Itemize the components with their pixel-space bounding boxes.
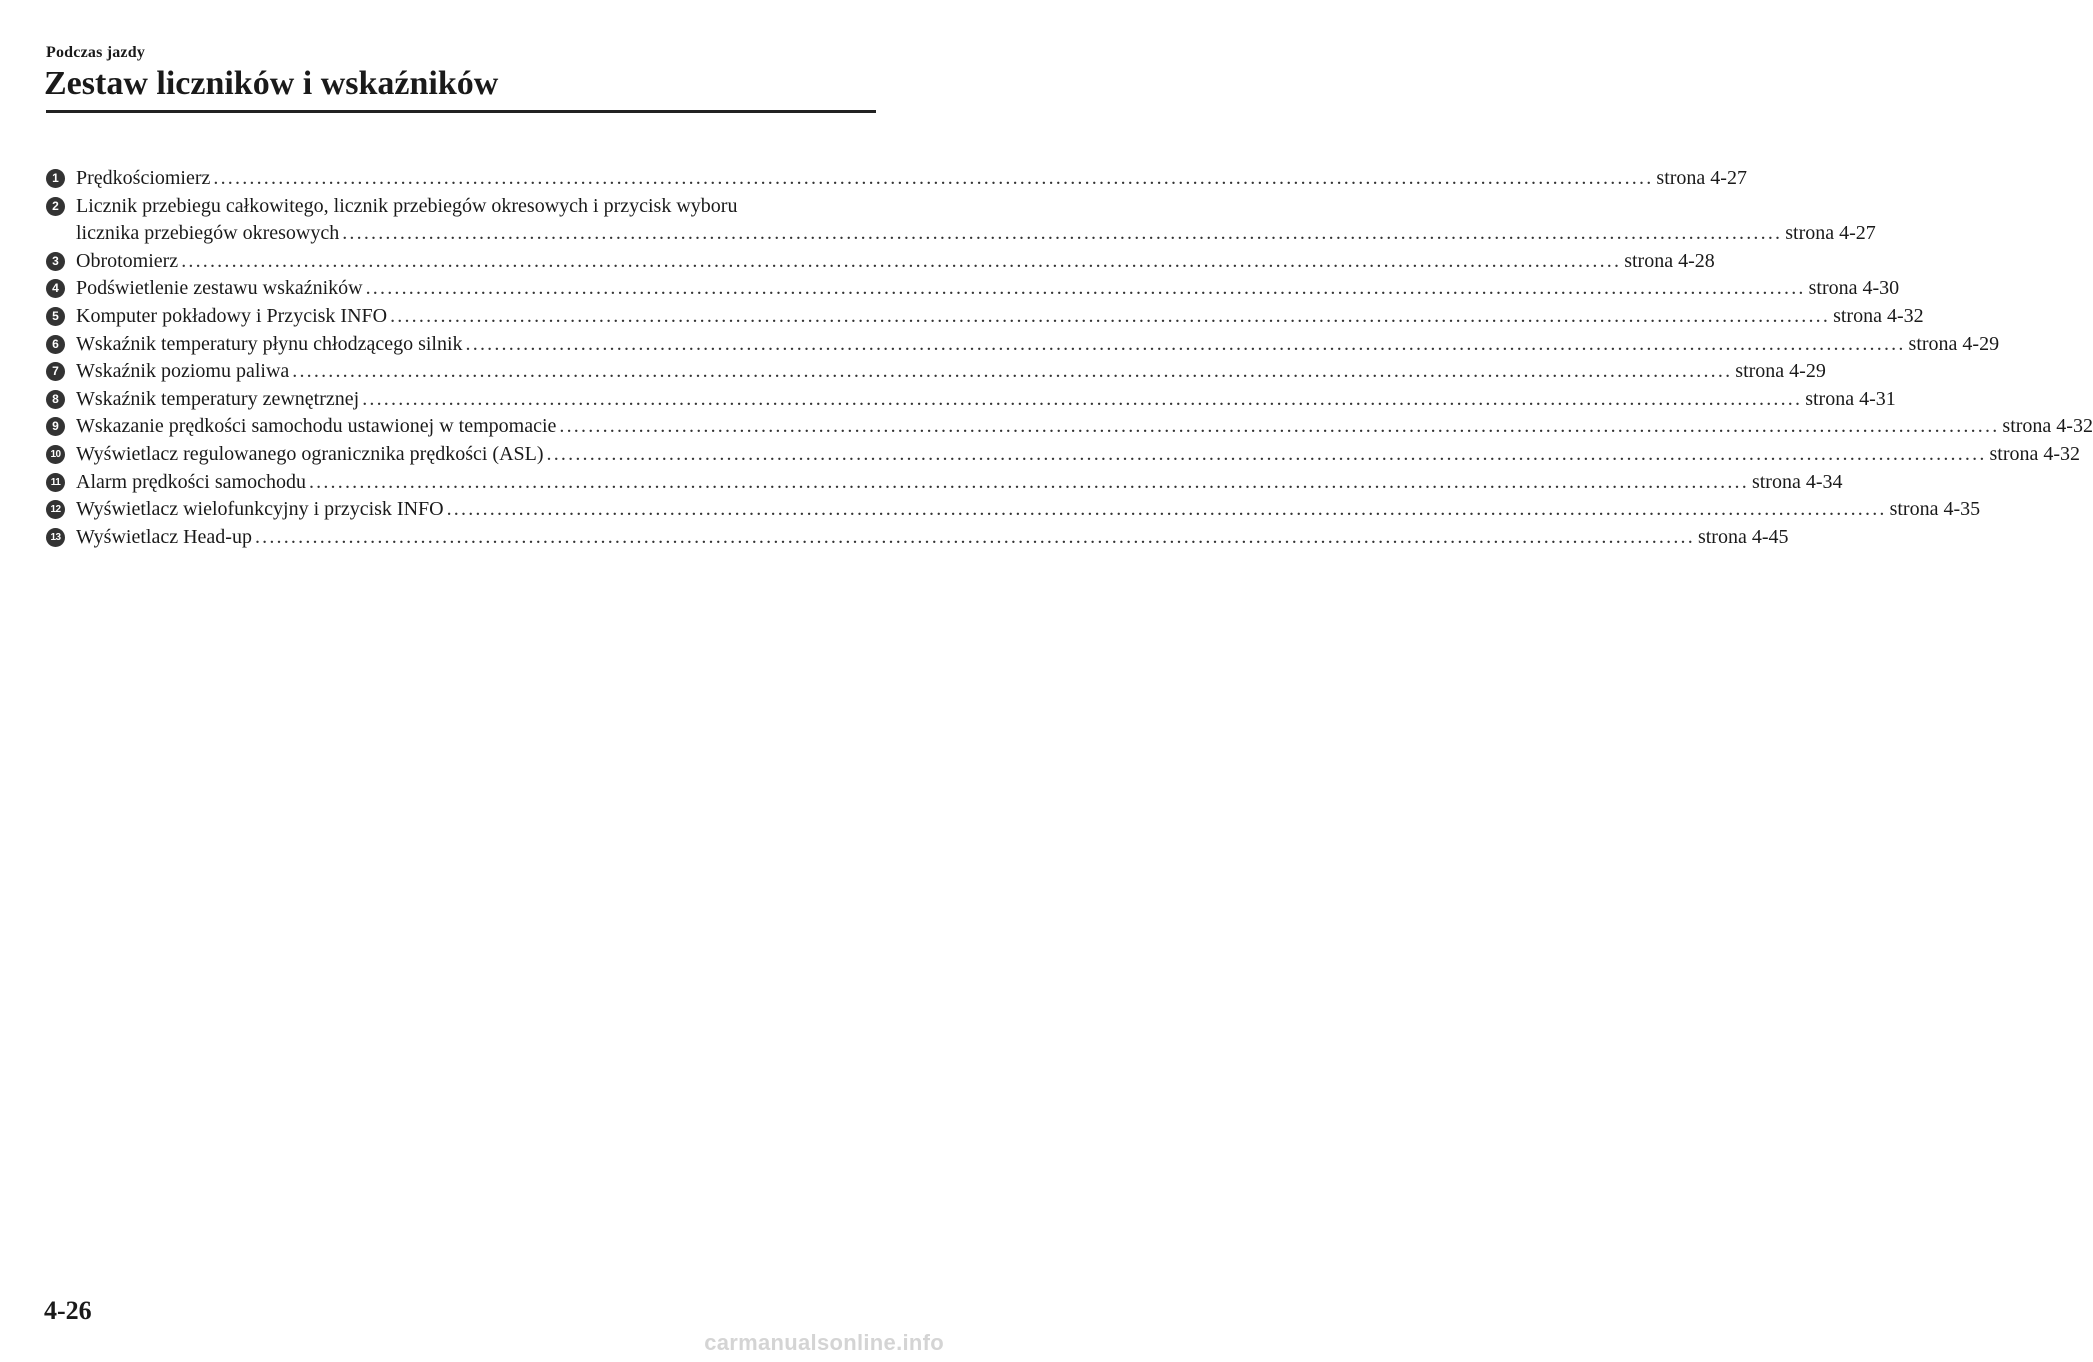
toc-item-11[interactable] [46, 469, 1843, 497]
watermark: carmanualsonline.info [704, 1330, 944, 1355]
number-3-icon: 3 [46, 252, 65, 271]
toc-item-3[interactable] [46, 248, 1715, 276]
toc-item-text: Wyświetlacz Head-up [76, 525, 252, 548]
toc-page-ref: strona 4-28 [1624, 249, 1715, 272]
number-8-icon: 8 [46, 390, 65, 409]
toc-item-6[interactable] [46, 331, 2000, 359]
toc-item-text: Wskaźnik temperatury płynu chłodzącego silnik [76, 332, 463, 355]
toc-item-7[interactable] [46, 358, 1826, 386]
dot-leader: ........................................................................................................................................................................................................ [181, 249, 1622, 272]
number-12-icon: 12 [46, 500, 65, 519]
dot-leader: ........................................................................................................................................................................................................ [465, 332, 1906, 355]
number-11-icon: 11 [46, 473, 65, 492]
toc-item-10[interactable] [46, 441, 2081, 469]
toc-item-text: Wskaźnik poziomu paliwa [76, 360, 290, 383]
dot-leader: ........................................................................................................................................................................................................ [365, 277, 1806, 300]
toc-page-ref: strona 4-29 [1908, 332, 2000, 355]
toc-item-8[interactable] [46, 386, 1896, 414]
toc-item-13[interactable] [46, 524, 1789, 552]
toc-page-ref: strona 4-29 [1735, 360, 1826, 383]
toc-item-text: Komputer pokładowy i Przycisk INFO [76, 304, 388, 327]
dot-leader: ........................................................................................................................................................................................................ [446, 498, 1887, 521]
toc-item-text: Prędkościomierz [76, 167, 211, 189]
toc-page-ref: strona 4-32 [2002, 415, 2093, 438]
toc-page-ref: strona 4-31 [1805, 387, 1896, 410]
toc-item-text: Wyświetlacz wielofunkcyjny i przycisk INFO [76, 498, 444, 521]
page-title: Zestaw liczników i wskaźników [44, 65, 499, 102]
dot-leader: ........................................................................................................................................................................................................ [254, 525, 1695, 548]
number-5-icon: 5 [46, 307, 65, 326]
dot-leader: ........................................................................................................................................................................................................ [362, 387, 1803, 410]
dot-leader: ........................................................................................................................................................................................................ [308, 470, 1749, 493]
number-13-icon: 13 [46, 528, 65, 547]
toc-page-ref: strona 4-34 [1751, 470, 1843, 493]
toc-item-5[interactable] [46, 303, 1924, 331]
toc-item-4[interactable] [46, 275, 1900, 303]
number-4-icon: 4 [46, 279, 65, 298]
number-2-icon: 2 [46, 197, 65, 216]
toc-item-text: Podświetlenie zestawu wskaźników [76, 277, 363, 300]
toc-item-9[interactable] [46, 413, 2093, 441]
toc-item-text: Wskazanie prędkości samochodu ustawionej w tempomacie [76, 415, 557, 438]
toc-list [46, 165, 2093, 551]
number-7-icon: 7 [46, 362, 65, 381]
toc-item-12[interactable] [46, 496, 1981, 524]
dot-leader: ........................................................................................................................................................................................................ [213, 167, 1654, 189]
toc-page-ref: strona 4-27 [1656, 167, 1747, 189]
dot-leader: ........................................................................................................................................................................................................ [559, 415, 2000, 438]
toc-item-text: Wskaźnik temperatury zewnętrznej [76, 387, 360, 410]
toc-item-text: Wyświetlacz regulowanego ogranicznika prędkości (ASL) [76, 442, 544, 465]
toc-page-ref: strona 4-35 [1889, 498, 1981, 521]
page-number: 4-26 [44, 1296, 92, 1325]
dot-leader: ........................................................................................................................................................................................................ [546, 442, 1987, 465]
toc-page-ref: strona 4-45 [1697, 525, 1789, 548]
toc-page-ref: strona 4-27 [1785, 222, 1876, 245]
dot-leader: ........................................................................................................................................................................................................ [390, 304, 1831, 327]
toc-item-text: Licznik przebiegu całkowitego, licznik przebiegów okresowych i przycisk wyboru [76, 194, 738, 217]
toc-item-text-continued: licznika przebiegów okresowych [76, 222, 340, 245]
title-rule [46, 110, 876, 113]
toc-item-text: Alarm prędkości samochodu [76, 470, 306, 493]
number-1-icon: 1 [46, 169, 65, 188]
toc-page-ref: strona 4-32 [1833, 304, 1924, 327]
dot-leader: ........................................................................................................................................................................................................ [292, 360, 1733, 383]
number-6-icon: 6 [46, 335, 65, 354]
dot-leader: ........................................................................................................................................................................................................ [342, 222, 1783, 245]
toc-item-2[interactable] [46, 193, 1876, 248]
number-9-icon: 9 [46, 417, 65, 436]
toc-page-ref: strona 4-30 [1808, 277, 1900, 300]
number-10-icon: 10 [46, 445, 65, 464]
toc-item-1[interactable] [46, 165, 1747, 193]
toc-page-ref: strona 4-32 [1989, 442, 2081, 465]
toc-item-text: Obrotomierz [76, 249, 179, 272]
section-label: Podczas jazdy [46, 44, 146, 61]
